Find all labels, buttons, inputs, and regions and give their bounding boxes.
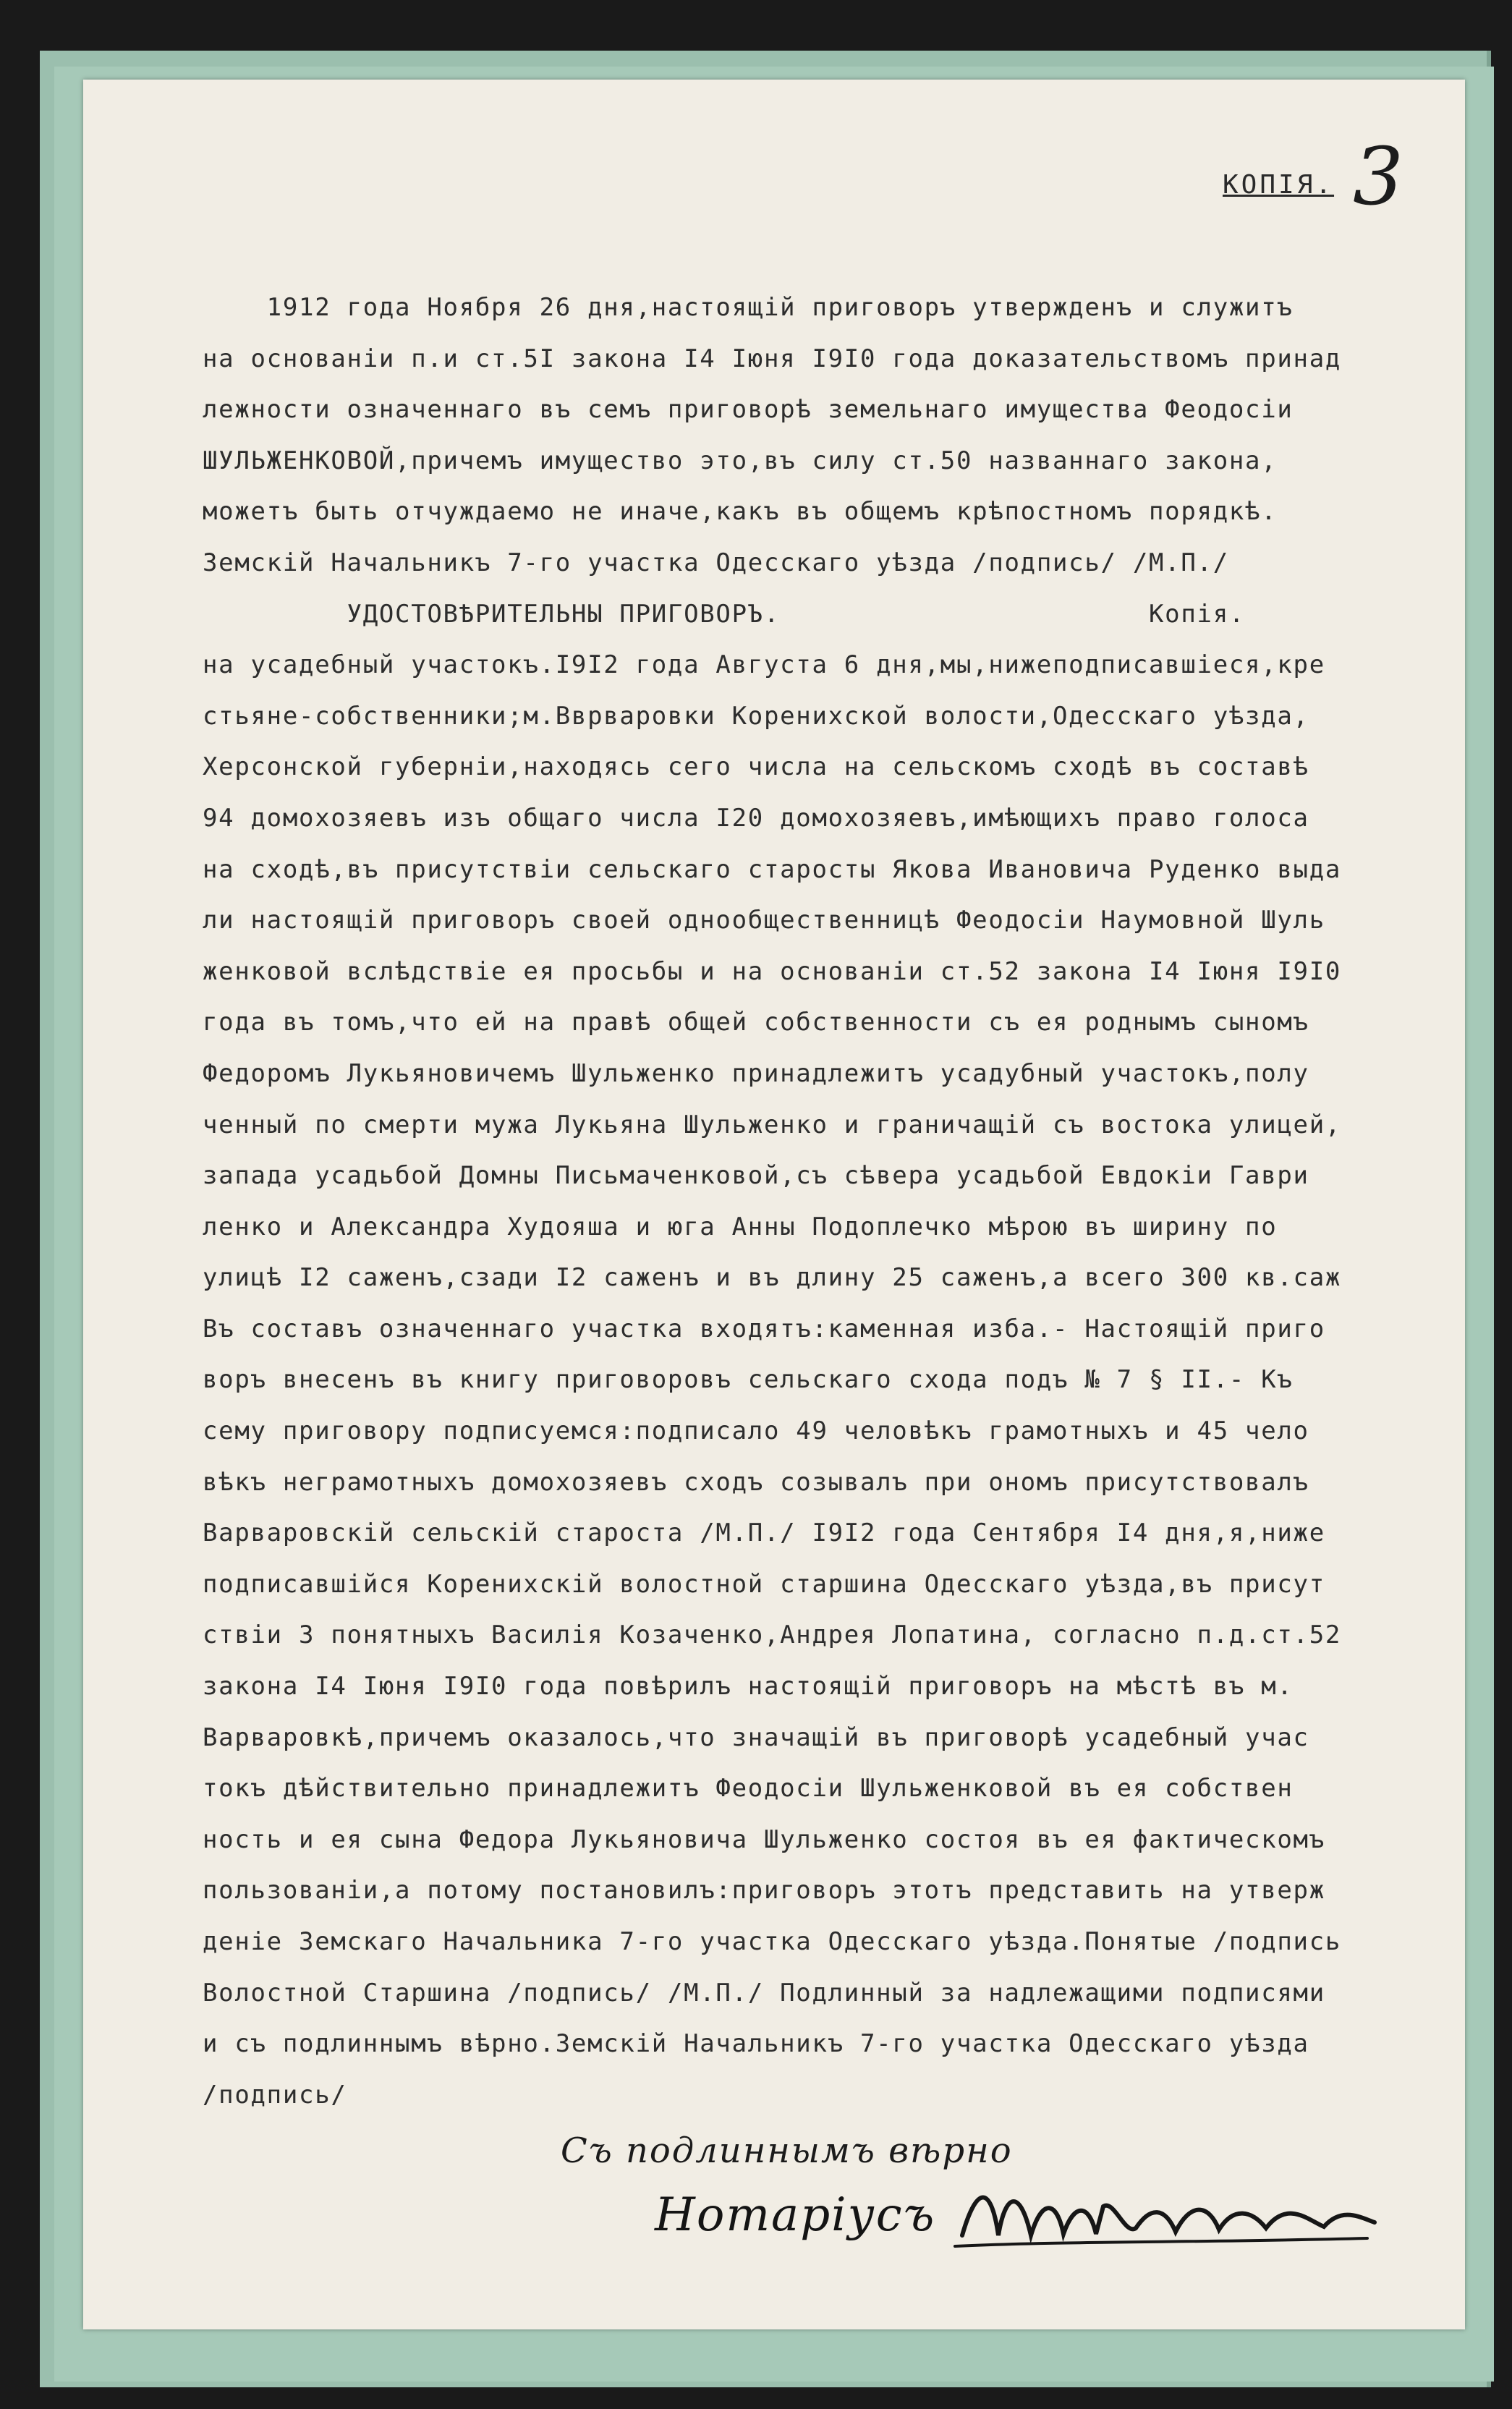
typed-line: деніе Земскаго Начальника 7-го участка Одесскаго уѣзда.Понятые /подпись bbox=[203, 1927, 1342, 1956]
typed-line: можетъ быть отчуждаемо не иначе,какъ въ общемъ крѣпостномъ порядкѣ. bbox=[203, 497, 1278, 527]
typed-line: Волостной Старшина /подпись/ /М.П./ Подлинный за надлежащими подписями bbox=[203, 1978, 1325, 2008]
typed-line: стьяне-собственники;м.Вврваровки Коренихской волости,Одесскаго уѣзда, bbox=[203, 701, 1309, 731]
typed-line: 94 домохозяевъ изъ общаго числа I20 домохозяевъ,имѣющихъ право голоса bbox=[203, 803, 1309, 833]
typed-line: Земскій Начальникъ 7-го участка Одесскаго уѣзда /подпись/ /М.П./ bbox=[203, 548, 1229, 577]
typed-line: ленко и Александра Худояша и юга Анны Подоплечко мѣрою въ ширину по bbox=[203, 1212, 1278, 1241]
typed-line: и съ подлиннымъ вѣрно.Земскій Начальникъ 7-го участка Одесскаго уѣзда bbox=[203, 2029, 1309, 2059]
typed-text-body bbox=[203, 282, 1461, 2120]
typed-line: Варваровкѣ,причемъ оказалось,что значащій въ приговорѣ усадебный учас bbox=[203, 1722, 1309, 1752]
typed-line: запада усадьбой Домны Письмаченковой,съ сѣвера усадьбой Евдокіи Гаври bbox=[203, 1161, 1309, 1191]
typed-line: пользованіи,а потому постановилъ:приговоръ этотъ представить на утверж bbox=[203, 1876, 1325, 1905]
typed-line: закона I4 Іюня I9I0 года повѣрилъ настоящій приговоръ на мѣстѣ въ м. bbox=[203, 1672, 1294, 1701]
typed-line: подписавшійся Коренихскій волостной старшина Одесскаго уѣзда,въ присут bbox=[203, 1569, 1325, 1599]
copy-label: КОПІЯ. bbox=[1223, 170, 1335, 200]
typed-line: сему приговору подписуемся:подписало 49 человѣкъ грамотныхъ и 45 чело bbox=[203, 1416, 1309, 1446]
typed-line: Варваровскій сельскій староста /М.П./ I9I2 года Сентября I4 дня,я,ниже bbox=[203, 1518, 1325, 1548]
typed-line: лежности означеннаго въ семъ приговорѣ земельнаго имущества Феодосіи bbox=[203, 395, 1294, 425]
page-number: 3 bbox=[1353, 130, 1403, 223]
typed-line: воръ внесенъ въ книгу приговоровъ сельскаго схода подъ № 7 § II.- Къ bbox=[203, 1365, 1294, 1395]
typed-line: УДОСТОВѢРИТЕЛЬНЫ ПРИГОВОРЪ. Копія. bbox=[203, 599, 1246, 629]
notary-handwriting: Нотаріусъ bbox=[655, 2188, 936, 2242]
typed-line: ли настоящій приговоръ своей однообщественницѣ Феодосіи Наумовной Шуль bbox=[203, 906, 1325, 935]
certification-handwriting: Съ подлиннымъ вѣрно bbox=[561, 2130, 1013, 2171]
typed-line: Херсонской губерніи,находясь сего числа на сельскомъ сходѣ въ составѣ bbox=[203, 752, 1309, 782]
typed-line: вѣкъ неграмотныхъ домохозяевъ сходъ созывалъ при ономъ присутствовалъ bbox=[203, 1467, 1309, 1497]
typed-line: ствіи 3 понятныхъ Василія Козаченко,Андрея Лопатина, согласно п.д.ст.52 bbox=[203, 1620, 1342, 1650]
notary-signature bbox=[948, 2178, 1382, 2257]
typed-line: на основаніи п.и ст.5I закона I4 Іюня I9I0 года доказательствомъ принад bbox=[203, 344, 1342, 373]
typed-line: 1912 года Ноября 26 дня,настоящій приговоръ утвержденъ и служитъ bbox=[203, 293, 1294, 322]
typed-line: ШУЛЬЖЕНКОВОЙ,причемъ имущество это,въ силу ст.50 названнаго закона, bbox=[203, 446, 1278, 475]
typed-line: на сходѣ,въ присутствіи сельскаго старосты Якова Ивановича Руденко выда bbox=[203, 854, 1342, 884]
typed-line: ченный по смерти мужа Лукьяна Шульженко и граничащій съ востока улицей, bbox=[203, 1110, 1342, 1139]
typed-line: Въ составъ означеннаго участка входятъ:каменная изба.- Настоящій приго bbox=[203, 1314, 1325, 1343]
typed-line: на усадебный участокъ.I9I2 года Августа 6 дня,мы,нижеподписавшіеся,кре bbox=[203, 650, 1325, 680]
typed-line: Федоромъ Лукьяновичемъ Шульженко принадлежитъ усадубный участокъ,полу bbox=[203, 1058, 1309, 1088]
typed-line: улицѣ I2 саженъ,сзади I2 саженъ и въ длину 25 саженъ,а всего 300 кв.саж bbox=[203, 1263, 1342, 1293]
typed-line: года въ томъ,что ей на правѣ общей собственности съ ея роднымъ сыномъ bbox=[203, 1008, 1309, 1037]
typed-line: ность и ея сына Федора Лукьяновича Шульженко состоя въ ея фактическомъ bbox=[203, 1824, 1325, 1854]
typed-line: /подпись/ bbox=[203, 2080, 347, 2110]
typed-line: женковой вслѣдствіе ея просьбы и на основаніи ст.52 закона I4 Іюня I9I0 bbox=[203, 956, 1342, 986]
typed-line: токъ дѣйствительно принадлежитъ Феодосіи Шульженковой въ ея собствен bbox=[203, 1774, 1294, 1803]
